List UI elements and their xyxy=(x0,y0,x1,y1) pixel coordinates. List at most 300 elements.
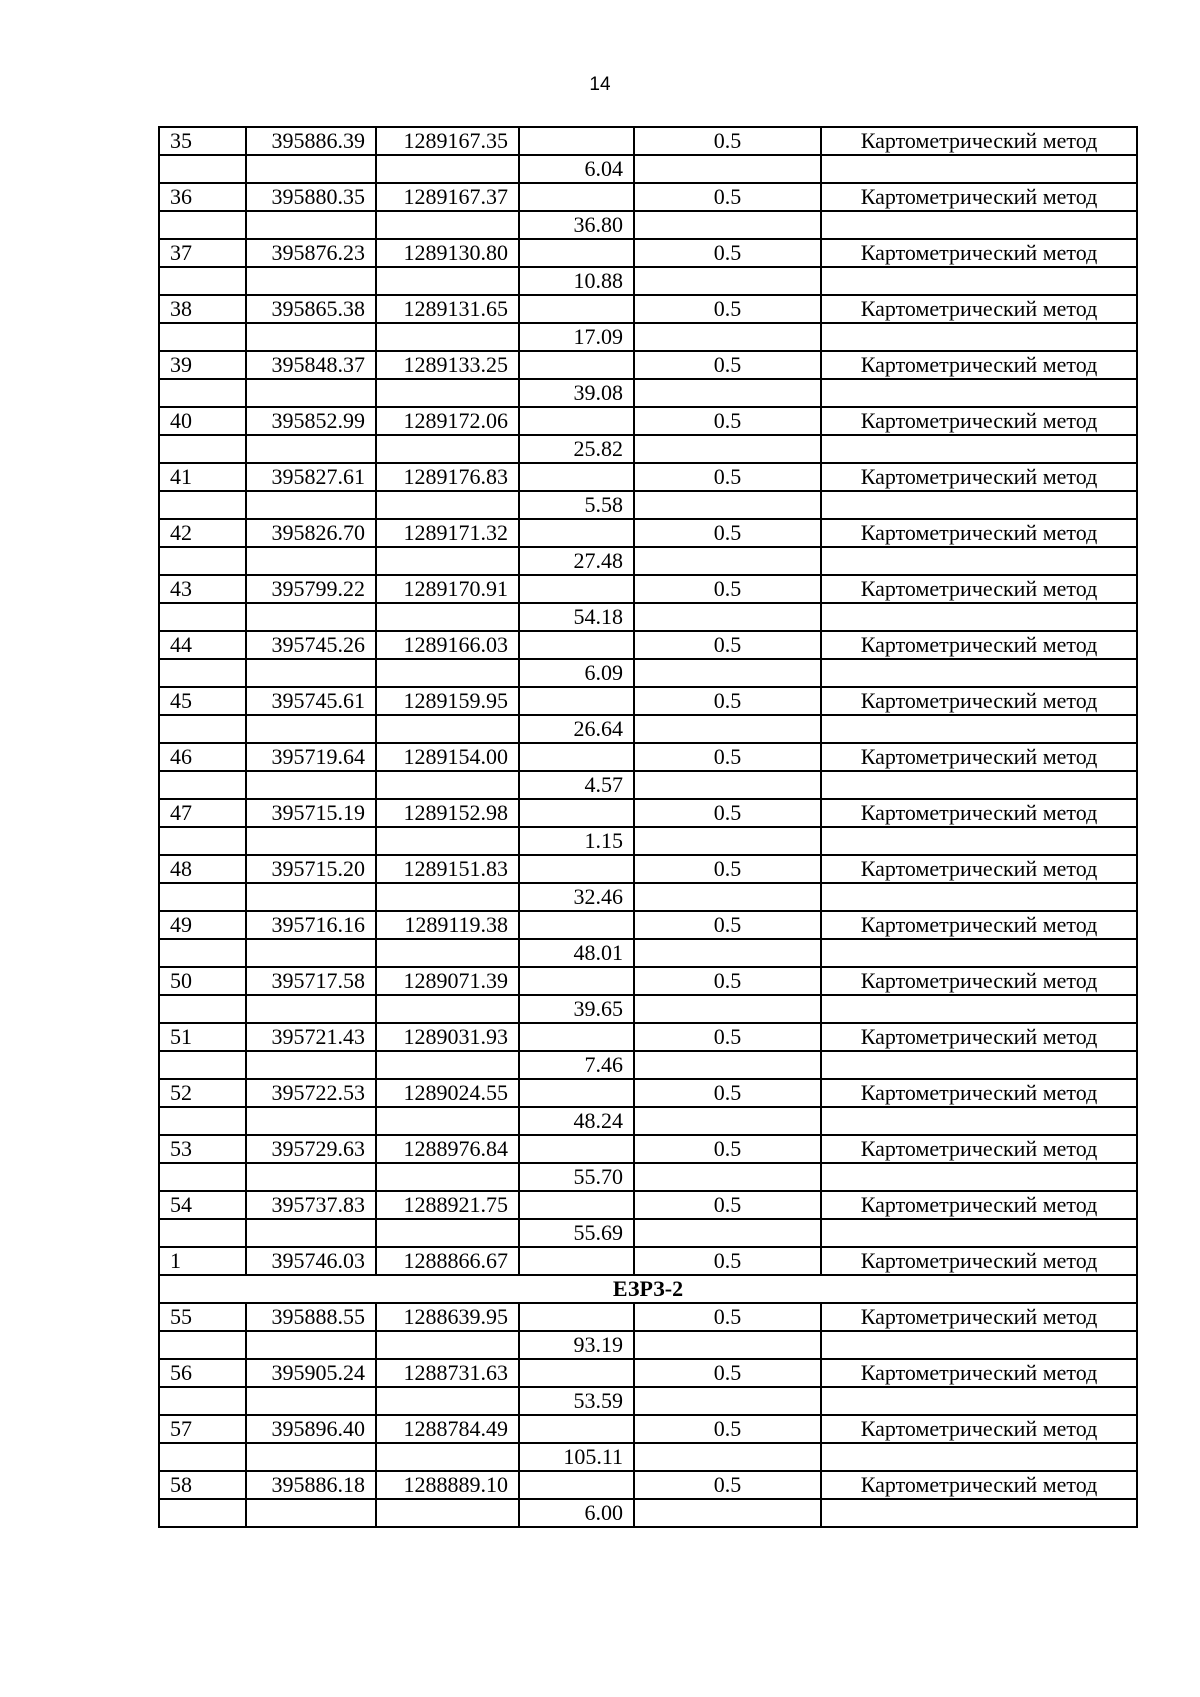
method-empty xyxy=(821,211,1137,239)
accuracy: 0.5 xyxy=(634,687,821,715)
coord-y-empty xyxy=(376,1331,519,1359)
distance-row xyxy=(159,771,1137,799)
distance-empty xyxy=(519,1023,634,1051)
coord-x: 395745.61 xyxy=(246,687,376,715)
distance: 39.65 xyxy=(519,995,634,1023)
section-title: ЕЗРЗ-2 xyxy=(159,1275,1137,1303)
point-number: 36 xyxy=(159,183,246,211)
accuracy-empty xyxy=(634,1051,821,1079)
coord-y: 1289170.91 xyxy=(376,575,519,603)
point-number: 41 xyxy=(159,463,246,491)
coord-y: 1289167.35 xyxy=(376,127,519,155)
coord-x-empty xyxy=(246,1219,376,1247)
accuracy-empty xyxy=(634,1387,821,1415)
distance-empty xyxy=(519,911,634,939)
method: Картометрический метод xyxy=(821,743,1137,771)
coord-x: 395852.99 xyxy=(246,407,376,435)
coord-y: 1288921.75 xyxy=(376,1191,519,1219)
distance: 36.80 xyxy=(519,211,634,239)
distance-row xyxy=(159,379,1137,407)
accuracy-empty xyxy=(634,155,821,183)
method: Картометрический метод xyxy=(821,127,1137,155)
accuracy-empty xyxy=(634,939,821,967)
distance: 32.46 xyxy=(519,883,634,911)
point-number-empty xyxy=(159,1331,246,1359)
coord-x: 395886.18 xyxy=(246,1471,376,1499)
distance-empty xyxy=(519,1359,634,1387)
method: Картометрический метод xyxy=(821,911,1137,939)
distance-empty xyxy=(519,127,634,155)
distance-empty xyxy=(519,351,634,379)
coord-y: 1288784.49 xyxy=(376,1415,519,1443)
coord-x-empty xyxy=(246,659,376,687)
point-number-empty xyxy=(159,547,246,575)
coord-x: 395799.22 xyxy=(246,575,376,603)
distance: 48.24 xyxy=(519,1107,634,1135)
accuracy: 0.5 xyxy=(634,463,821,491)
point-row xyxy=(159,799,1137,827)
method: Картометрический метод xyxy=(821,1135,1137,1163)
point-number-empty xyxy=(159,1219,246,1247)
point-number-empty xyxy=(159,155,246,183)
point-row xyxy=(159,631,1137,659)
distance-row xyxy=(159,1387,1137,1415)
coord-y-empty xyxy=(376,211,519,239)
coordinates-table-body xyxy=(159,127,1137,1527)
distance-empty xyxy=(519,687,634,715)
coordinates-table xyxy=(158,126,1138,1528)
distance: 6.09 xyxy=(519,659,634,687)
page-number: 14 xyxy=(589,74,611,95)
point-number: 47 xyxy=(159,799,246,827)
accuracy-empty xyxy=(634,211,821,239)
accuracy: 0.5 xyxy=(634,1303,821,1331)
distance-empty xyxy=(519,743,634,771)
point-number-empty xyxy=(159,1443,246,1471)
point-number-empty xyxy=(159,659,246,687)
coord-y: 1289167.37 xyxy=(376,183,519,211)
accuracy: 0.5 xyxy=(634,1191,821,1219)
distance-empty xyxy=(519,1191,634,1219)
point-row xyxy=(159,575,1137,603)
distance-row xyxy=(159,267,1137,295)
accuracy-empty xyxy=(634,435,821,463)
point-number: 1 xyxy=(159,1247,246,1275)
method-empty xyxy=(821,883,1137,911)
method: Картометрический метод xyxy=(821,519,1137,547)
point-number-empty xyxy=(159,323,246,351)
point-row xyxy=(159,743,1137,771)
point-number: 57 xyxy=(159,1415,246,1443)
accuracy: 0.5 xyxy=(634,127,821,155)
point-number: 49 xyxy=(159,911,246,939)
distance-empty xyxy=(519,1303,634,1331)
coord-x: 395737.83 xyxy=(246,1191,376,1219)
distance-empty xyxy=(519,519,634,547)
distance: 5.58 xyxy=(519,491,634,519)
accuracy: 0.5 xyxy=(634,911,821,939)
point-number-empty xyxy=(159,771,246,799)
distance-row xyxy=(159,827,1137,855)
distance: 6.04 xyxy=(519,155,634,183)
method-empty xyxy=(821,1107,1137,1135)
point-row xyxy=(159,855,1137,883)
coord-y-empty xyxy=(376,267,519,295)
coord-y: 1289031.93 xyxy=(376,1023,519,1051)
coord-x-empty xyxy=(246,1387,376,1415)
point-number: 40 xyxy=(159,407,246,435)
point-number: 45 xyxy=(159,687,246,715)
coord-y-empty xyxy=(376,323,519,351)
method-empty xyxy=(821,1219,1137,1247)
accuracy: 0.5 xyxy=(634,1023,821,1051)
coord-y-empty xyxy=(376,771,519,799)
coord-y: 1289152.98 xyxy=(376,799,519,827)
point-number-empty xyxy=(159,603,246,631)
distance: 54.18 xyxy=(519,603,634,631)
coord-y-empty xyxy=(376,939,519,967)
accuracy-empty xyxy=(634,1499,821,1527)
method: Картометрический метод xyxy=(821,855,1137,883)
coord-y-empty xyxy=(376,827,519,855)
accuracy: 0.5 xyxy=(634,1247,821,1275)
distance: 55.70 xyxy=(519,1163,634,1191)
point-number: 37 xyxy=(159,239,246,267)
coord-y-empty xyxy=(376,715,519,743)
point-row xyxy=(159,127,1137,155)
distance-empty xyxy=(519,1471,634,1499)
coord-x-empty xyxy=(246,1443,376,1471)
method: Картометрический метод xyxy=(821,1359,1137,1387)
coord-x: 395716.16 xyxy=(246,911,376,939)
method-empty xyxy=(821,155,1137,183)
point-row xyxy=(159,967,1137,995)
method-empty xyxy=(821,995,1137,1023)
point-number-empty xyxy=(159,1051,246,1079)
coord-x: 395729.63 xyxy=(246,1135,376,1163)
method-empty xyxy=(821,603,1137,631)
distance-row xyxy=(159,491,1137,519)
coord-x: 395715.19 xyxy=(246,799,376,827)
coord-x-empty xyxy=(246,1331,376,1359)
method-empty xyxy=(821,1051,1137,1079)
point-row xyxy=(159,911,1137,939)
point-row xyxy=(159,1415,1137,1443)
distance-row xyxy=(159,547,1137,575)
coord-y: 1289151.83 xyxy=(376,855,519,883)
accuracy-empty xyxy=(634,715,821,743)
coord-x-empty xyxy=(246,491,376,519)
distance-row xyxy=(159,995,1137,1023)
coord-x-empty xyxy=(246,771,376,799)
point-number: 58 xyxy=(159,1471,246,1499)
coord-x: 395746.03 xyxy=(246,1247,376,1275)
accuracy: 0.5 xyxy=(634,351,821,379)
point-number-empty xyxy=(159,939,246,967)
distance-empty xyxy=(519,967,634,995)
method-empty xyxy=(821,715,1137,743)
point-row xyxy=(159,1023,1137,1051)
distance: 10.88 xyxy=(519,267,634,295)
distance-row xyxy=(159,883,1137,911)
accuracy-empty xyxy=(634,1443,821,1471)
coord-y: 1288976.84 xyxy=(376,1135,519,1163)
accuracy-empty xyxy=(634,1107,821,1135)
coord-y: 1289172.06 xyxy=(376,407,519,435)
coord-x-empty xyxy=(246,379,376,407)
method: Картометрический метод xyxy=(821,239,1137,267)
accuracy: 0.5 xyxy=(634,519,821,547)
point-number-empty xyxy=(159,1499,246,1527)
accuracy: 0.5 xyxy=(634,1079,821,1107)
coord-y-empty xyxy=(376,1219,519,1247)
distance: 53.59 xyxy=(519,1387,634,1415)
accuracy: 0.5 xyxy=(634,295,821,323)
point-number: 52 xyxy=(159,1079,246,1107)
distance: 39.08 xyxy=(519,379,634,407)
accuracy: 0.5 xyxy=(634,1135,821,1163)
point-number: 46 xyxy=(159,743,246,771)
coord-x-empty xyxy=(246,547,376,575)
coord-y-empty xyxy=(376,1051,519,1079)
point-number-empty xyxy=(159,883,246,911)
coord-x-empty xyxy=(246,1051,376,1079)
coord-y-empty xyxy=(376,547,519,575)
coord-x: 395715.20 xyxy=(246,855,376,883)
method: Картометрический метод xyxy=(821,1247,1137,1275)
coord-y: 1288639.95 xyxy=(376,1303,519,1331)
coord-x: 395865.38 xyxy=(246,295,376,323)
point-number: 43 xyxy=(159,575,246,603)
distance: 26.64 xyxy=(519,715,634,743)
point-number: 39 xyxy=(159,351,246,379)
point-row xyxy=(159,1191,1137,1219)
distance-row xyxy=(159,1499,1137,1527)
coord-y-empty xyxy=(376,603,519,631)
point-number: 42 xyxy=(159,519,246,547)
accuracy: 0.5 xyxy=(634,967,821,995)
coord-x: 395876.23 xyxy=(246,239,376,267)
method-empty xyxy=(821,1387,1137,1415)
point-number: 38 xyxy=(159,295,246,323)
distance-row xyxy=(159,211,1137,239)
accuracy: 0.5 xyxy=(634,1415,821,1443)
coord-y-empty xyxy=(376,995,519,1023)
distance-empty xyxy=(519,407,634,435)
point-row xyxy=(159,183,1137,211)
point-row xyxy=(159,1135,1137,1163)
accuracy-empty xyxy=(634,995,821,1023)
coord-y: 1289176.83 xyxy=(376,463,519,491)
coord-y: 1288889.10 xyxy=(376,1471,519,1499)
coord-x: 395896.40 xyxy=(246,1415,376,1443)
coord-x-empty xyxy=(246,1107,376,1135)
point-row xyxy=(159,295,1137,323)
coord-y: 1289130.80 xyxy=(376,239,519,267)
coord-y-empty xyxy=(376,883,519,911)
coord-y-empty xyxy=(376,1163,519,1191)
point-number: 51 xyxy=(159,1023,246,1051)
coord-x: 395717.58 xyxy=(246,967,376,995)
accuracy: 0.5 xyxy=(634,183,821,211)
point-row xyxy=(159,1303,1137,1331)
coord-y: 1289024.55 xyxy=(376,1079,519,1107)
distance-empty xyxy=(519,1135,634,1163)
coord-x: 395721.43 xyxy=(246,1023,376,1051)
point-row xyxy=(159,687,1137,715)
distance-empty xyxy=(519,1079,634,1107)
distance: 25.82 xyxy=(519,435,634,463)
point-number-empty xyxy=(159,211,246,239)
method-empty xyxy=(821,323,1137,351)
point-row xyxy=(159,1247,1137,1275)
method: Картометрический метод xyxy=(821,1471,1137,1499)
coord-x: 395722.53 xyxy=(246,1079,376,1107)
coord-y: 1289166.03 xyxy=(376,631,519,659)
accuracy-empty xyxy=(634,827,821,855)
coord-y-empty xyxy=(376,1499,519,1527)
accuracy: 0.5 xyxy=(634,239,821,267)
accuracy-empty xyxy=(634,1163,821,1191)
coord-x-empty xyxy=(246,603,376,631)
distance: 105.11 xyxy=(519,1443,634,1471)
accuracy-empty xyxy=(634,267,821,295)
coord-y-empty xyxy=(376,379,519,407)
point-row xyxy=(159,407,1137,435)
coord-y-empty xyxy=(376,155,519,183)
point-number-empty xyxy=(159,267,246,295)
distance-row xyxy=(159,1107,1137,1135)
coord-x: 395826.70 xyxy=(246,519,376,547)
method: Картометрический метод xyxy=(821,1415,1137,1443)
accuracy: 0.5 xyxy=(634,855,821,883)
distance-empty xyxy=(519,575,634,603)
distance: 17.09 xyxy=(519,323,634,351)
point-number: 35 xyxy=(159,127,246,155)
point-number: 56 xyxy=(159,1359,246,1387)
point-number: 53 xyxy=(159,1135,246,1163)
point-row xyxy=(159,1359,1137,1387)
coord-x-empty xyxy=(246,995,376,1023)
distance-row xyxy=(159,939,1137,967)
accuracy-empty xyxy=(634,883,821,911)
point-number-empty xyxy=(159,379,246,407)
point-row xyxy=(159,239,1137,267)
point-number-empty xyxy=(159,1387,246,1415)
section-row xyxy=(159,1275,1137,1303)
accuracy-empty xyxy=(634,547,821,575)
method: Картометрический метод xyxy=(821,1191,1137,1219)
method: Картометрический метод xyxy=(821,407,1137,435)
coord-y: 1289154.00 xyxy=(376,743,519,771)
distance-row xyxy=(159,1331,1137,1359)
distance-empty xyxy=(519,1415,634,1443)
coord-x: 395886.39 xyxy=(246,127,376,155)
method-empty xyxy=(821,547,1137,575)
method-empty xyxy=(821,939,1137,967)
accuracy: 0.5 xyxy=(634,1359,821,1387)
point-row xyxy=(159,463,1137,491)
coord-x-empty xyxy=(246,155,376,183)
coord-x-empty xyxy=(246,267,376,295)
distance-empty xyxy=(519,463,634,491)
method: Картометрический метод xyxy=(821,575,1137,603)
coord-x-empty xyxy=(246,211,376,239)
coord-x: 395888.55 xyxy=(246,1303,376,1331)
method: Картометрический метод xyxy=(821,1303,1137,1331)
point-number-empty xyxy=(159,827,246,855)
distance: 4.57 xyxy=(519,771,634,799)
distance-row xyxy=(159,435,1137,463)
method-empty xyxy=(821,1499,1137,1527)
coord-x-empty xyxy=(246,883,376,911)
accuracy: 0.5 xyxy=(634,575,821,603)
coord-y-empty xyxy=(376,435,519,463)
point-number-empty xyxy=(159,1107,246,1135)
coord-y: 1289119.38 xyxy=(376,911,519,939)
coord-x: 395848.37 xyxy=(246,351,376,379)
coord-y: 1288866.67 xyxy=(376,1247,519,1275)
coord-y-empty xyxy=(376,491,519,519)
coord-x-empty xyxy=(246,435,376,463)
method-empty xyxy=(821,1331,1137,1359)
point-number: 44 xyxy=(159,631,246,659)
point-number: 54 xyxy=(159,1191,246,1219)
accuracy: 0.5 xyxy=(634,1471,821,1499)
point-row xyxy=(159,1471,1137,1499)
distance-row xyxy=(159,323,1137,351)
coord-x-empty xyxy=(246,827,376,855)
method: Картометрический метод xyxy=(821,295,1137,323)
accuracy-empty xyxy=(634,1331,821,1359)
method-empty xyxy=(821,267,1137,295)
distance-row xyxy=(159,1443,1137,1471)
method: Картометрический метод xyxy=(821,799,1137,827)
method-empty xyxy=(821,1163,1137,1191)
distance-row xyxy=(159,1163,1137,1191)
method-empty xyxy=(821,827,1137,855)
coord-y-empty xyxy=(376,659,519,687)
distance-row xyxy=(159,715,1137,743)
coord-y: 1289159.95 xyxy=(376,687,519,715)
method: Картометрический метод xyxy=(821,967,1137,995)
distance-row xyxy=(159,659,1137,687)
coord-x: 395880.35 xyxy=(246,183,376,211)
accuracy: 0.5 xyxy=(634,799,821,827)
distance: 55.69 xyxy=(519,1219,634,1247)
point-number: 55 xyxy=(159,1303,246,1331)
accuracy-empty xyxy=(634,491,821,519)
method-empty xyxy=(821,659,1137,687)
point-row xyxy=(159,351,1137,379)
accuracy: 0.5 xyxy=(634,631,821,659)
method: Картометрический метод xyxy=(821,687,1137,715)
distance: 27.48 xyxy=(519,547,634,575)
accuracy: 0.5 xyxy=(634,743,821,771)
coord-y: 1289133.25 xyxy=(376,351,519,379)
point-number: 48 xyxy=(159,855,246,883)
point-number-empty xyxy=(159,715,246,743)
distance-empty xyxy=(519,855,634,883)
distance-empty xyxy=(519,1247,634,1275)
coord-x: 395745.26 xyxy=(246,631,376,659)
point-number-empty xyxy=(159,435,246,463)
coord-x: 395719.64 xyxy=(246,743,376,771)
distance-row xyxy=(159,1219,1137,1247)
method-empty xyxy=(821,379,1137,407)
coord-x-empty xyxy=(246,323,376,351)
point-number-empty xyxy=(159,995,246,1023)
